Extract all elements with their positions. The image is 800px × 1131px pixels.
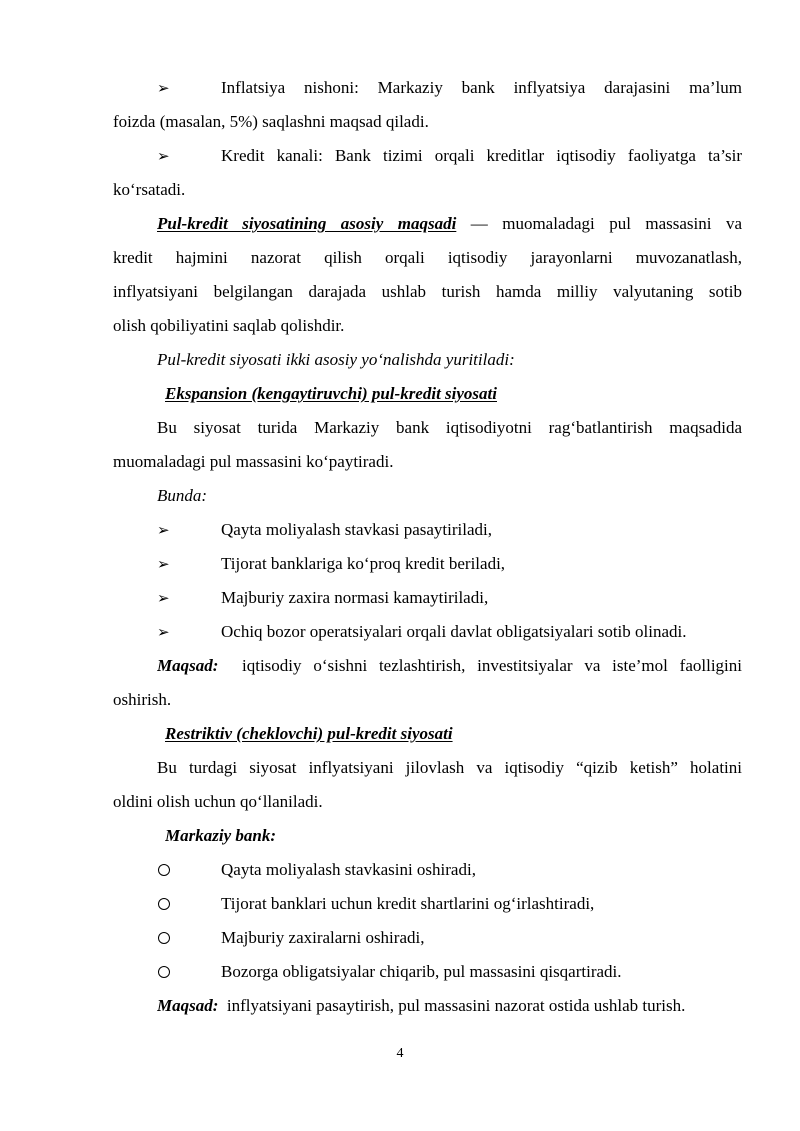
page-number: 4: [396, 1046, 404, 1061]
list-item: Qayta moliyalash stavkasi pasaytiriladi,: [221, 520, 492, 539]
list-item: Majburiy zaxiralarni oshiradi,: [221, 928, 425, 947]
goal-label: Maqsad:: [157, 996, 219, 1015]
goal-paragraph-line: olish qobiliyatini saqlab qolishdir.: [113, 316, 345, 335]
arrow-bullet-icon: ➢: [157, 623, 170, 641]
arrow-bullet-icon: ➢: [157, 555, 170, 573]
bullet-text-continuation: foizda (masalan, 5%) saqlashni maqsad qiladi.: [113, 112, 429, 131]
arrow-bullet-icon: ➢: [157, 521, 170, 539]
arrow-bullet-icon: ➢: [157, 79, 170, 97]
list-item: Ochiq bozor operatsiyalari orqali davlat obligatsiyalari sotib olinadi.: [221, 622, 687, 641]
bunda-label: Bunda:: [157, 486, 208, 505]
arrow-bullet-icon: ➢: [157, 589, 170, 607]
restrictive-goal-line: [157, 993, 742, 1019]
list-item: Qayta moliyalash stavkasini oshiradi,: [221, 860, 476, 879]
goal-text: inflyatsiyani pasaytirish, pul massasini nazorat ostida ushlab turish.: [226, 996, 686, 1015]
expansion-goal-line: [157, 653, 742, 679]
restrictive-paragraph-line: oldini olish uchun qo‘llaniladi.: [113, 792, 323, 811]
restrictive-heading: Restriktiv (cheklovchi) pul-kredit siyosati: [165, 724, 453, 743]
bullet-text: Inflatsiya nishoni: Markaziy bank inflyatsiya darajasini ma’lum: [221, 78, 742, 97]
goal-paragraph-line: inflyatsiyani belgilangan darajada ushlab turish hamda milliy valyutaning sotib: [113, 282, 742, 301]
bullet-text: Kredit kanali: Bank tizimi orqali kreditlar iqtisodiy faoliyatga ta’sir: [221, 146, 742, 165]
list-item: Majburiy zaxira normasi kamaytiriladi,: [221, 588, 489, 607]
list-item: Tijorat banklariga ko‘proq kredit beriladi,: [221, 554, 506, 573]
circle-bullet-icon: [158, 966, 170, 978]
circle-bullet-icon: [158, 864, 170, 876]
expansion-goal-line: oshirish.: [113, 690, 172, 709]
goal-label: Maqsad:: [157, 656, 219, 675]
arrow-bullet-icon: ➢: [157, 147, 170, 165]
goal-definition: — muomaladagi pul massasini va: [456, 214, 742, 233]
expansion-paragraph-line: muomaladagi pul massasini ko‘paytiradi.: [113, 452, 394, 471]
goal-paragraph-line: [157, 211, 742, 237]
goal-text: iqtisodiy o‘sishni tezlashtirish, investitsiyalar va iste’mol faolligini: [242, 656, 742, 675]
restrictive-paragraph-line: Bu turdagi siyosat inflyatsiyani jilovlash va iqtisodiy “qizib ketish” holatini: [157, 758, 742, 777]
expansion-heading: Ekspansion (kengaytiruvchi) pul-kredit siyosati: [165, 384, 497, 403]
circle-bullet-icon: [158, 932, 170, 944]
goal-term: Pul-kredit siyosatining asosiy maqsadi: [157, 214, 457, 233]
expansion-paragraph-line: Bu siyosat turida Markaziy bank iqtisodiyotni rag‘batlantirish maqsadida: [157, 418, 742, 437]
circle-bullet-icon: [158, 898, 170, 910]
directions-intro: Pul-kredit siyosati ikki asosiy yo‘nalishda yuritiladi:: [157, 350, 515, 369]
central-bank-label: Markaziy bank:: [165, 826, 276, 845]
goal-paragraph-line: kredit hajmini nazorat qilish orqali iqtisodiy jarayonlarni muvozanatlash,: [113, 248, 742, 267]
list-item: Bozorga obligatsiyalar chiqarib, pul massasini qisqartiradi.: [221, 962, 622, 981]
bullet-text-continuation: ko‘rsatadi.: [113, 180, 186, 199]
list-item: Tijorat banklari uchun kredit shartlarini og‘irlashtiradi,: [221, 894, 595, 913]
